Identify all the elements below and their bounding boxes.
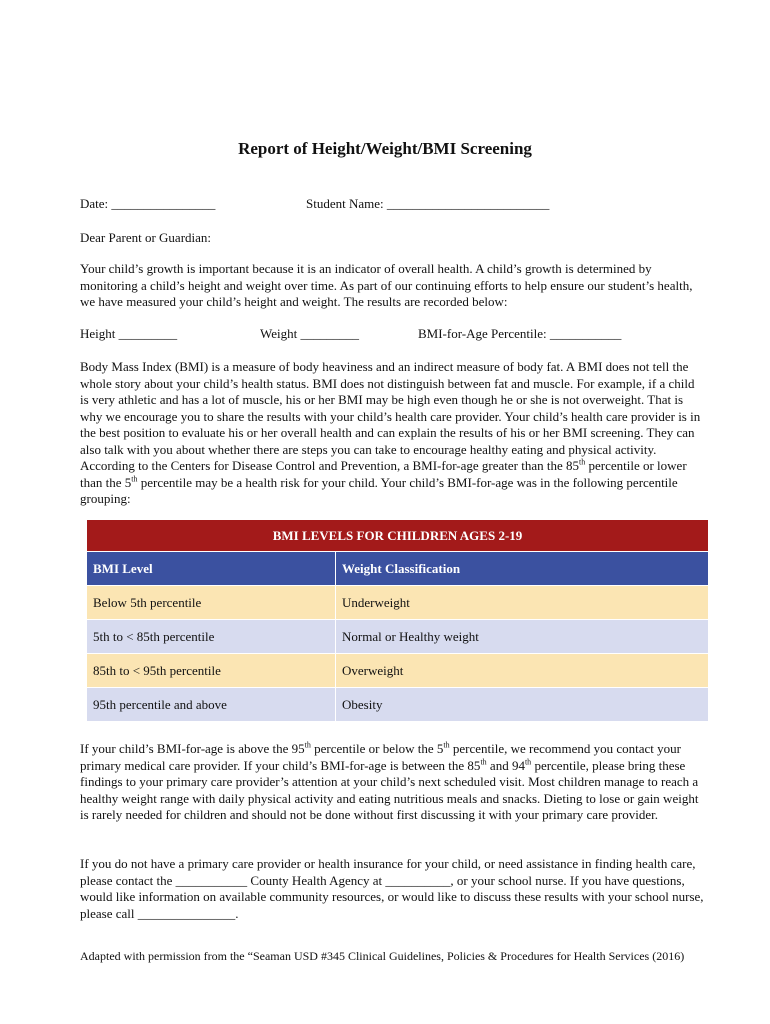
recommendation-paragraph xyxy=(80,741,705,824)
recommend-text-1: If your child’s BMI-for-age is above the 95 xyxy=(80,741,305,756)
bmi-explanation-paragraph xyxy=(80,359,705,508)
attribution-footer: Adapted with permission from the “Seaman USD #345 Clinical Guidelines, Policies & Procedures for Health Services (2016) xyxy=(80,949,685,963)
recommend-sup-2: th xyxy=(443,740,450,750)
table-cell-classification: Underweight xyxy=(336,586,709,620)
table-header-weight-classification: Weight Classification xyxy=(336,552,709,586)
table-cell-classification: Overweight xyxy=(336,654,709,688)
bmi-paragraph-text-3: percentile may be a health risk for your child. Your child’s BMI-for-age was in the following percentile grouping: xyxy=(80,474,678,506)
date-field-label: Date: ________________ xyxy=(80,196,216,211)
weight-field-label: Weight _________ xyxy=(260,326,359,341)
contact-paragraph: If you do not have a primary care provider or health insurance for your child, or need assistance in finding health care, please contact the ___________ County Health Agency at __________, or your school nurse. If you have questions, would like information on available community resources, or would like to discuss these results with your school nurse, please call _______________. xyxy=(80,856,704,921)
document-title: Report of Height/Weight/BMI Screening xyxy=(238,139,532,158)
recommend-text-3: percentile, we recommend you contact your primary medical care provider. If your child’s BMI-for-age is between the 85 xyxy=(80,741,681,773)
table-cell-bmi-level: 5th to < 85th percentile xyxy=(87,620,336,654)
recommend-text-4: and 94 xyxy=(486,757,525,773)
table-cell-bmi-level: Below 5th percentile xyxy=(87,586,336,620)
bmi-paragraph-sup-1: th xyxy=(579,457,586,467)
recommend-sup-3: th xyxy=(480,757,487,767)
table-cell-classification: Obesity xyxy=(336,688,709,722)
table-row xyxy=(87,620,709,654)
bmi-paragraph-text-2: percentile or lower than the 5 xyxy=(80,458,687,490)
height-field-label: Height _________ xyxy=(80,326,178,341)
table-cell-classification: Normal or Healthy weight xyxy=(336,620,709,654)
bmi-paragraph-text-1: Body Mass Index (BMI) is a measure of body heaviness and an indirect measure of body fat. A BMI does not tell the whole story about your child’s health status. BMI does not distinguish between fat and muscle. For example, if a child is very athletic and has a lot of muscle, his or her BMI may be high even though he or she is not overweight. That is why we encourage you to share the results with your child’s health care provider. Your child’s health care provider is in the best position to evaluate his or her overall health and can explain the results of his or her BMI screening. They can also talk with you about whether there are steps you can take to encourage healthy eating and physical activity. According to the Centers for Disease Control and Prevention, a BMI-for-age greater than the 85 xyxy=(80,359,701,473)
recommend-text-5: percentile, please bring these findings to your primary care provider’s attention at your child’s next scheduled visit. Most children manage to reach a healthy weight range with daily physical activity and eating nutritious meals and snacks. Dieting to lose or gain weight is rarely needed for children and should not be done without first discussing it with your primary care provider. xyxy=(80,757,699,822)
table-header-bmi-level: BMI Level xyxy=(87,552,336,586)
table-row xyxy=(87,654,709,688)
intro-paragraph: Your child’s growth is important because it is an indicator of overall health. A child’s growth is determined by monitoring a child’s height and weight over time. As part of our continuing efforts to help ensure our student’s health, we have measured your child’s height and weight. The results are recorded below: xyxy=(80,261,693,309)
recommend-sup-4: th xyxy=(524,757,532,767)
recommend-text-2: percentile or below the 5 xyxy=(310,741,444,756)
student-name-field-label: Student Name: _________________________ xyxy=(306,196,550,211)
recommend-sup-1: th xyxy=(304,740,311,750)
bmi-paragraph-sup-2: th xyxy=(131,474,138,484)
percentile-field-label: BMI-for-Age Percentile: ___________ xyxy=(418,326,622,341)
table-cell-bmi-level: 95th percentile and above xyxy=(87,688,336,722)
table-row xyxy=(87,586,709,620)
salutation: Dear Parent or Guardian: xyxy=(80,230,212,245)
bmi-levels-table xyxy=(87,520,709,722)
table-caption: BMI LEVELS FOR CHILDREN AGES 2-19 xyxy=(87,520,709,552)
table-cell-bmi-level: 85th to < 95th percentile xyxy=(87,654,336,688)
table-row xyxy=(87,688,709,722)
